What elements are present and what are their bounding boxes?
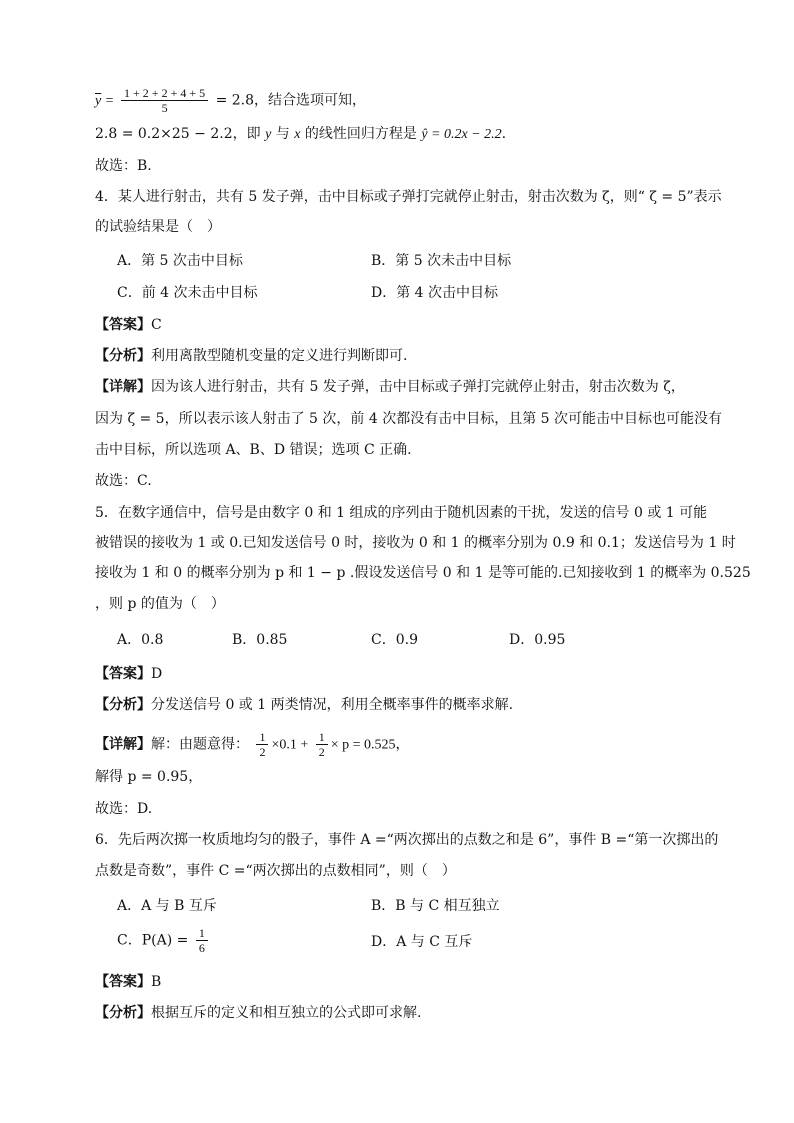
detail-text: 因为该人进行射击，共有 5 发子弹，击中目标或子弹打完就停止射击，射击次数为 ζ， xyxy=(151,379,685,395)
answer-tag: 【答案】 xyxy=(95,974,151,990)
analysis-tag: 【分析】 xyxy=(95,697,151,713)
regression-line xyxy=(95,124,506,145)
answer-tag: 【答案】 xyxy=(95,666,151,682)
analysis-text: 利用离散型随机变量的定义进行判断即可. xyxy=(151,348,408,364)
mean-formula-line xyxy=(95,86,366,115)
var-y: y xyxy=(265,127,272,142)
fraction-numerator: 1 xyxy=(318,730,325,744)
period: . xyxy=(501,126,507,142)
q6-option-d: D．A 与 C 互斥 xyxy=(371,934,473,950)
fraction-denominator: 2 xyxy=(256,744,268,759)
analysis-text: 分发送信号 0 或 1 两类情况，利用全概率事件的概率求解. xyxy=(151,697,514,713)
regression-text-mid: 与 xyxy=(275,126,290,142)
q4-option-c: C．前 4 次未击中目标 xyxy=(117,285,258,301)
q6-option-a: A．A 与 B 互斥 xyxy=(117,898,217,914)
var-x: x xyxy=(294,127,301,142)
q4-conclusion: 故选：C. xyxy=(95,473,152,489)
q4-option-b: B．第 5 次未击中目标 xyxy=(371,253,512,269)
q4-analysis xyxy=(95,346,407,366)
answer-value: B xyxy=(151,974,162,990)
answer-tag: 【答案】 xyxy=(95,317,151,333)
fraction-numerator: 1 xyxy=(198,926,205,940)
fraction-denominator: 2 xyxy=(316,744,328,759)
q4-option-a: A．第 5 次击中目标 xyxy=(117,253,243,269)
q5-option-b: B．0.85 xyxy=(232,632,288,648)
q5-option-a: A．0.8 xyxy=(117,632,164,648)
regression-text-b: 的线性回归方程是 xyxy=(304,126,417,142)
q4-detail-line2: 因为 ζ = 5，所以表示该人射击了 5 次，前 4 次都没有击中目标，且第 5 次可能击中目标也可能没有 xyxy=(95,411,722,427)
fraction-one-half-b xyxy=(316,730,328,759)
mean-result: = 2.8，结合选项可知， xyxy=(215,92,367,109)
equals-sign: = xyxy=(105,93,114,109)
equation-tail: × p = 0.525， xyxy=(330,737,410,753)
q5-analysis xyxy=(95,695,513,715)
q4-stem-line1: 4．某人进行射击，共有 5 发子弹，击中目标或子弹打完就停止射击，射击次数为 ζ，则“ ζ = 5”表示 xyxy=(95,189,722,205)
regression-text-a: 2.8 = 0.2×25 − 2.2，即 xyxy=(95,126,261,142)
fraction-one-half-a xyxy=(256,730,268,759)
q6-analysis xyxy=(95,1003,421,1023)
answer-value: D xyxy=(151,666,163,682)
y-bar-symbol: $\overline{y}$ xyxy=(95,93,102,109)
equation-middle: ×0.1 + xyxy=(271,737,309,753)
q5-stem-line2: 被错误的接收为 1 或 0.已知发送信号 0 时，接收为 0 和 1 的概率分别为 0.9 和 0.1；发送信号为 1 时 xyxy=(95,535,736,551)
option-c-prefix: C．P(A) = xyxy=(117,932,189,949)
q4-detail-line3: 击中目标，所以选项 A、B、D 错误；选项 C 正确. xyxy=(95,442,412,458)
fraction-numerator: 1 xyxy=(259,730,266,744)
q5-stem-line4: ，则 p 的值为（ ） xyxy=(95,596,225,612)
analysis-text: 根据互斥的定义和相互独立的公式即可求解. xyxy=(151,1005,422,1021)
detail-prefix: 解：由题意得： xyxy=(151,736,249,753)
fraction-numerator: 1 + 2 + 2 + 4 + 5 xyxy=(124,86,206,100)
q6-option-c xyxy=(117,926,211,955)
answer-value: C xyxy=(151,317,162,333)
q6-option-b: B．B 与 C 相互独立 xyxy=(371,898,500,914)
fraction-denominator: 5 xyxy=(121,100,208,115)
q6-answer xyxy=(95,972,161,992)
fraction-one-sixth xyxy=(196,926,208,955)
fraction-denominator: 6 xyxy=(196,940,208,955)
q5-stem-line3: 接收为 1 和 0 的概率分别为 p 和 1 − p .假设发送信号 0 和 1 是等可能的.已知接收到 1 的概率为 0.525 xyxy=(95,565,751,581)
detail-tag: 【详解】 xyxy=(95,736,151,753)
q6-stem-line2: 点数是奇数”，事件 C =“两次掷出的点数相同”，则（ ） xyxy=(95,863,456,879)
regression-equation: ŷ = 0.2x − 2.2 xyxy=(421,127,502,142)
detail-tag: 【详解】 xyxy=(95,379,151,395)
q5-answer xyxy=(95,664,162,684)
analysis-tag: 【分析】 xyxy=(95,348,151,364)
q6-stem-line1: 6．先后两次掷一枚质地均匀的骰子，事件 A =“两次掷出的点数之和是 6”，事件 B =“第一次掷出的 xyxy=(95,832,719,848)
q4-stem-line2: 的试验结果是（ ） xyxy=(95,219,221,235)
q4-option-d: D．第 4 次击中目标 xyxy=(371,285,499,301)
q5-option-c: C．0.9 xyxy=(371,632,418,648)
q4-detail-line1 xyxy=(95,377,685,397)
q3-conclusion: 故选：B. xyxy=(95,158,152,174)
mean-fraction xyxy=(121,86,208,115)
q5-conclusion: 故选：D. xyxy=(95,801,153,817)
q4-answer xyxy=(95,315,162,335)
analysis-tag: 【分析】 xyxy=(95,1005,151,1021)
q5-solve: 解得 p = 0.95， xyxy=(95,769,203,785)
q5-detail-line xyxy=(95,730,410,759)
q5-stem-line1: 5．在数字通信中，信号是由数字 0 和 1 组成的序列由于随机因素的干扰，发送的信号 0 或 1 可能 xyxy=(95,505,708,521)
q5-option-d: D．0.95 xyxy=(509,632,566,648)
